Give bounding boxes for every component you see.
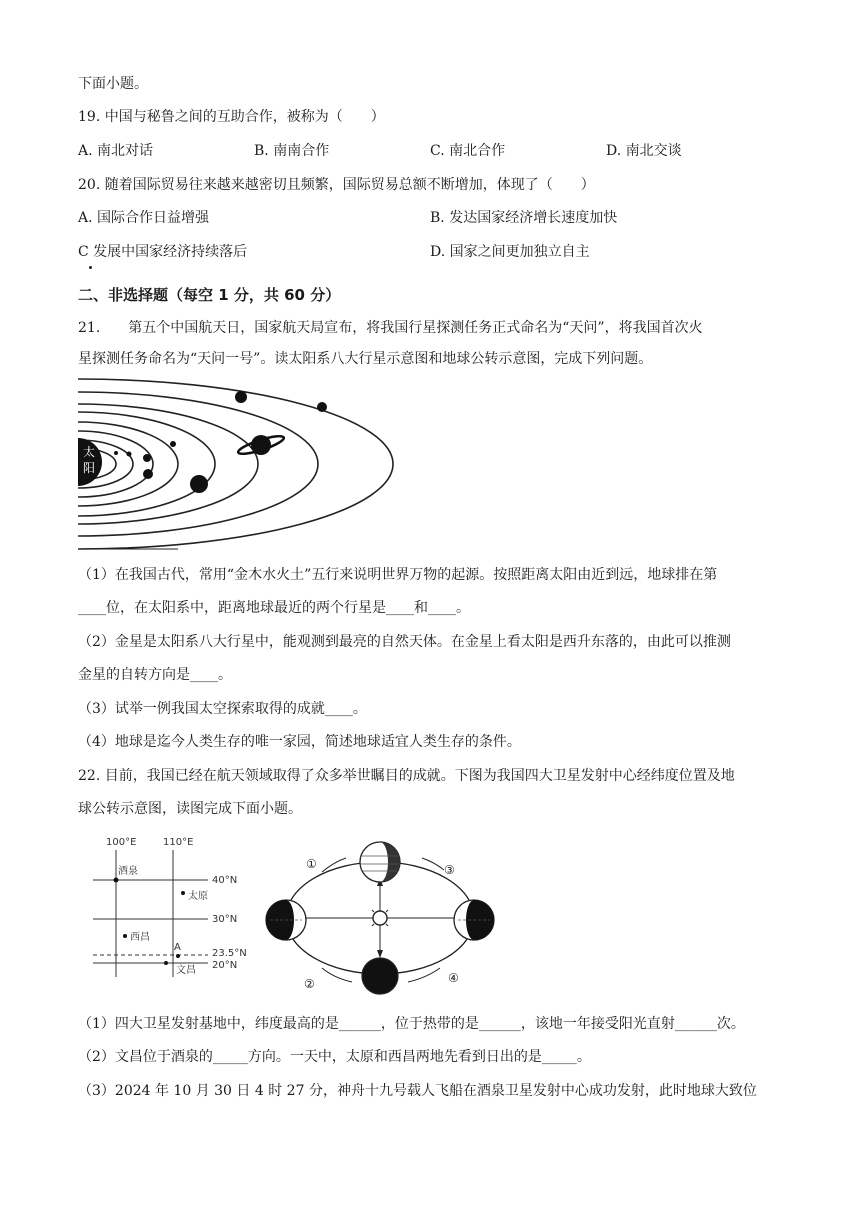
q19-stem: 19. 中国与秘鲁之间的互助合作，被称为（ ） <box>78 109 385 125</box>
q22-part1: （1）四大卫星发射基地中，纬度最高的是______，位于热带的是______，该地一年接受阳光直射______次。 <box>78 1016 745 1032</box>
launch-sites-map <box>88 832 263 982</box>
point-a-dot <box>176 954 180 958</box>
q19-option-b[interactable]: B. 南南合作 <box>254 143 330 159</box>
earth-top-icon <box>360 842 400 882</box>
q21-part2-line1: （2）金星是太阳系八大行星中，能观测到最亮的自然天体。在金星上看太阳是西升东落的，由此可以推测 <box>78 634 731 650</box>
q22-part2: （2）文昌位于酒泉的_____方向。一天中，太原和西昌两地先看到日出的是_____。 <box>78 1049 591 1065</box>
earth-icon <box>143 454 151 462</box>
q19-option-d[interactable]: D. 南北交谈 <box>606 143 682 159</box>
lat-23-label: 23.5°N <box>212 948 247 959</box>
q21-stem-line1: 21. 第五个中国航天日，国家航天局宣布，将我国行星探测任务正式命名为“天问”，将我国首次火 <box>78 320 703 336</box>
earth-orbit-diagram <box>262 836 498 996</box>
mercury-icon <box>114 451 118 455</box>
taiyuan-label: 太原 <box>188 891 208 902</box>
lat-20-label: 20°N <box>212 960 238 971</box>
q20-option-c[interactable]: C 发展中国家经济持续落后 <box>78 244 248 260</box>
mars-icon <box>143 469 153 479</box>
xichang-label: 西昌 <box>130 932 150 943</box>
q21-part3: （3）试举一例我国太空探索取得的成就____。 <box>78 701 367 717</box>
xichang-dot <box>123 934 127 938</box>
solar-system-diagram <box>78 374 400 552</box>
sun-icon <box>373 911 387 925</box>
sun-label-2: 阳 <box>83 461 96 475</box>
venus-icon <box>127 452 132 457</box>
uranus-icon <box>235 391 247 403</box>
section-heading: 二、非选择题（每空 1 分，共 60 分） <box>78 286 341 304</box>
q21-part1-line1: （1）在我国古代，常用“金木水火土”五行来说明世界万物的起源。按照距离太阳由近到远，地球排在第 <box>78 567 718 583</box>
q21-stem-line2: 星探测任务命名为“天问一号”。读太阳系八大行星示意图和地球公转示意图，完成下列问题。 <box>78 351 653 367</box>
orbit-marker-3: ③ <box>444 863 455 877</box>
orbit-marker-1: ① <box>306 857 317 871</box>
stray-dot <box>89 266 92 269</box>
taiyuan-dot <box>181 891 185 895</box>
earth-bottom-icon <box>362 958 398 994</box>
sun-label-1: 太 <box>83 445 96 459</box>
lat-40-label: 40°N <box>212 875 238 886</box>
earth-right-icon <box>454 900 494 940</box>
q21-part2-line2: 金星的自转方向是____。 <box>78 667 232 683</box>
wenchang-dot <box>164 961 168 965</box>
jupiter-icon <box>170 441 176 447</box>
lead-in-text: 下面小题。 <box>78 76 148 92</box>
q22-stem-line2: 球公转示意图，读图完成下面小题。 <box>78 801 302 817</box>
q22-part3: （3）2024 年 10 月 30 日 4 时 27 分，神舟十九号载人飞船在酒泉卫星发射中心成功发射，此时地球大致位 <box>78 1083 757 1099</box>
lon-110-label: 110°E <box>163 837 194 848</box>
q19-option-a[interactable]: A. 南北对话 <box>78 143 154 159</box>
lat-30-label: 30°N <box>212 914 238 925</box>
lon-100-label: 100°E <box>106 837 137 848</box>
wenchang-label: 文昌 <box>176 965 196 976</box>
earth-left-icon <box>266 900 306 940</box>
neptune-icon <box>317 402 327 412</box>
q22-stem-line1: 22. 目前，我国已经在航天领域取得了众多举世瞩目的成就。下图为我国四大卫星发射中心经纬度位置及地 <box>78 768 735 784</box>
q21-part4: （4）地球是迄今人类生存的唯一家园，简述地球适宜人类生存的条件。 <box>78 734 521 750</box>
jiuquan-dot <box>114 878 119 883</box>
orbit-marker-2: ② <box>304 977 315 991</box>
q20-option-b[interactable]: B. 发达国家经济增长速度加快 <box>430 210 618 226</box>
point-a-label: A <box>174 942 181 953</box>
q20-option-a[interactable]: A. 国际合作日益增强 <box>78 210 210 226</box>
q20-option-d[interactable]: D. 国家之间更加独立自主 <box>430 244 590 260</box>
q21-part1-line2: ____位，在太阳系中，距离地球最近的两个行星是____和____。 <box>78 600 470 616</box>
jiuquan-label: 酒泉 <box>118 866 138 877</box>
large-planet-icon <box>190 475 208 493</box>
q19-option-c[interactable]: C. 南北合作 <box>430 143 506 159</box>
orbit-marker-4: ④ <box>448 971 459 985</box>
q20-stem: 20. 随着国际贸易往来越来越密切且频繁，国际贸易总额不断增加，体现了（ ） <box>78 177 595 193</box>
